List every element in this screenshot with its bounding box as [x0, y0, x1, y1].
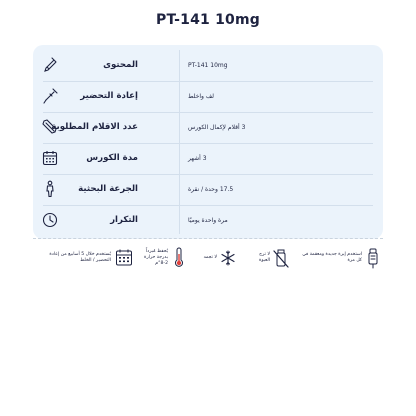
details-card — [33, 45, 383, 239]
detail-row-duration — [33, 143, 383, 173]
detail-label: الجرعة البحثية — [78, 184, 138, 194]
detail-row-frequency — [33, 205, 383, 235]
detail-value: 17.5 وحدة / نقرة — [188, 185, 234, 193]
clock-icon — [41, 211, 59, 229]
storage-text: يُحفظ مُبرداً بدرجة حرارة 2-8°م — [144, 249, 168, 266]
dropper-icon — [41, 87, 59, 105]
detail-value: 3 أقلام لإكمال الكورس — [188, 123, 246, 131]
detail-value: PT-141 10mg — [188, 61, 228, 69]
detail-row-pens — [33, 112, 383, 142]
storage-item-new-needle — [300, 244, 382, 272]
detail-label: إعادة التحضير — [80, 91, 138, 101]
vial-icon — [41, 56, 59, 74]
calendar-icon — [41, 149, 59, 167]
thermometer-icon — [170, 247, 188, 269]
detail-label: مدة الكورس — [86, 153, 138, 163]
storage-item-no-shake — [250, 244, 290, 272]
detail-label: عدد الاقلام المطلوبة — [51, 122, 138, 132]
person-icon — [41, 180, 59, 198]
storage-text: لا ترج العبوة — [258, 252, 270, 263]
detail-value: 3 أشهر — [188, 154, 207, 162]
needle-icon — [364, 247, 382, 269]
storage-item-refrigerate — [140, 244, 188, 272]
snowflake-icon — [219, 247, 237, 269]
calendar-icon — [115, 247, 133, 269]
storage-text: لا تجمد — [203, 255, 217, 260]
detail-label: التكرار — [110, 215, 138, 225]
detail-row-reconstitution — [33, 81, 383, 111]
detail-value: مرة واحدة يوميًا — [188, 216, 228, 224]
detail-row-content — [33, 50, 383, 80]
storage-item-use-within — [37, 244, 133, 272]
detail-row-dose — [33, 174, 383, 204]
storage-text: يُستخدم خلال 5 أسابيع من إعادة التحضير / الخلط — [49, 252, 111, 263]
page-title: PT-141 10mg — [156, 12, 260, 28]
detail-value: لف واخلط — [188, 92, 214, 100]
pen-icon — [41, 118, 59, 136]
storage-item-no-freeze — [193, 244, 237, 272]
storage-text: استخدم إبرة جديدة ومعقمة في كل مرة — [302, 252, 362, 263]
detail-label: المحتوى — [103, 60, 138, 70]
no-shake-icon — [272, 247, 290, 269]
